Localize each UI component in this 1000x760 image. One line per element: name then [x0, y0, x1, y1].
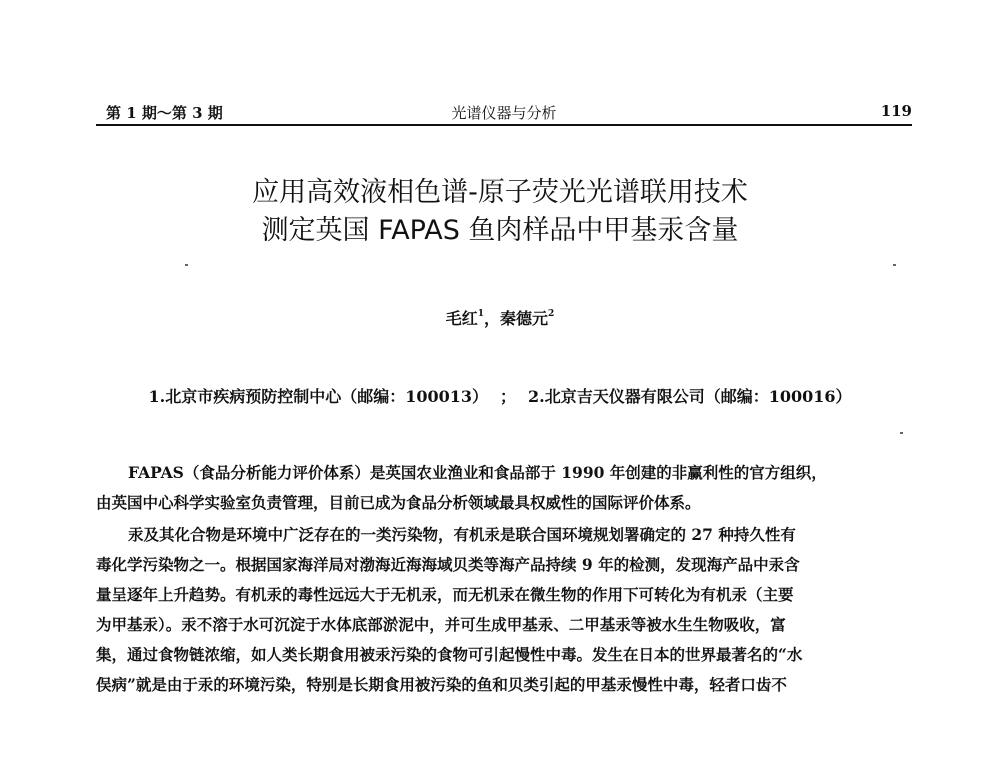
- text-line: 汞及其化合物是环境中广泛存在的一类污染物，有机汞是联合国环境规划署确定的 27 种持久性有: [128, 525, 796, 544]
- paragraph-2: [96, 520, 912, 700]
- affiliation-list: [0, 384, 1000, 407]
- affiliation-separator: ；: [499, 387, 516, 406]
- author-1-affiliation-mark: 1: [477, 309, 484, 319]
- scan-speck: [893, 264, 896, 266]
- text-line: 量呈逐年上升趋势。有机汞的毒性远远大于无机汞，而无机汞在微生物的作用下可转化为有机汞（主要: [96, 585, 794, 604]
- issue-range: 第 1 期～第 3 期: [106, 104, 223, 122]
- journal-name: 光谱仪器与分析: [451, 104, 557, 122]
- title-line-2: 测定英国 FAPAS 鱼肉样品中甲基汞含量: [261, 215, 739, 246]
- text-line: 由英国中心科学实验室负责管理，目前已成为食品分析领域最具权威性的国际评价体系。: [96, 493, 701, 512]
- author-2-affiliation-mark: 2: [548, 309, 555, 319]
- affiliation-2: 2.北京吉天仪器有限公司（邮编：100016）: [528, 387, 852, 406]
- text-line: 为甲基汞）。汞不溶于水可沉淀于水体底部淤泥中，并可生成甲基汞、二甲基汞等被水生生物吸收，富: [96, 615, 786, 634]
- text-line: 毒化学污染物之一。根据国家海洋局对渤海近海海域贝类等海产品持续 9 年的检测，发现海产品中汞含: [96, 555, 800, 574]
- title-line-1: 应用高效液相色谱-原子荧光光谱联用技术: [252, 177, 748, 208]
- article-title: [0, 174, 1000, 250]
- paragraph-1: [96, 458, 912, 518]
- author-1: 毛红: [445, 309, 478, 328]
- text-line: 集，通过食物链浓缩，如人类长期食用被汞污染的食物可引起慢性中毒。发生在日本的世界最著名的“水: [96, 645, 803, 664]
- author-list: [0, 306, 1000, 329]
- affiliation-1: 1.北京市疾病预防控制中心（邮编：100013）: [148, 387, 488, 406]
- article-body: [96, 458, 912, 700]
- author-2: 秦德元: [500, 309, 549, 328]
- text-line: FAPAS（食品分析能力评价体系）是英国农业渔业和食品部于 1990 年创建的非赢利性的官方组织，: [128, 463, 827, 482]
- page-number: 119: [880, 102, 912, 120]
- scan-speck: [900, 432, 903, 434]
- text-line: 俣病”就是由于汞的环境污染，特别是长期食用被污染的鱼和贝类引起的甲基汞慢性中毒，轻者口齿不: [96, 675, 787, 694]
- author-separator: ，: [483, 309, 500, 328]
- scan-speck: [185, 264, 188, 266]
- running-header: [96, 92, 912, 126]
